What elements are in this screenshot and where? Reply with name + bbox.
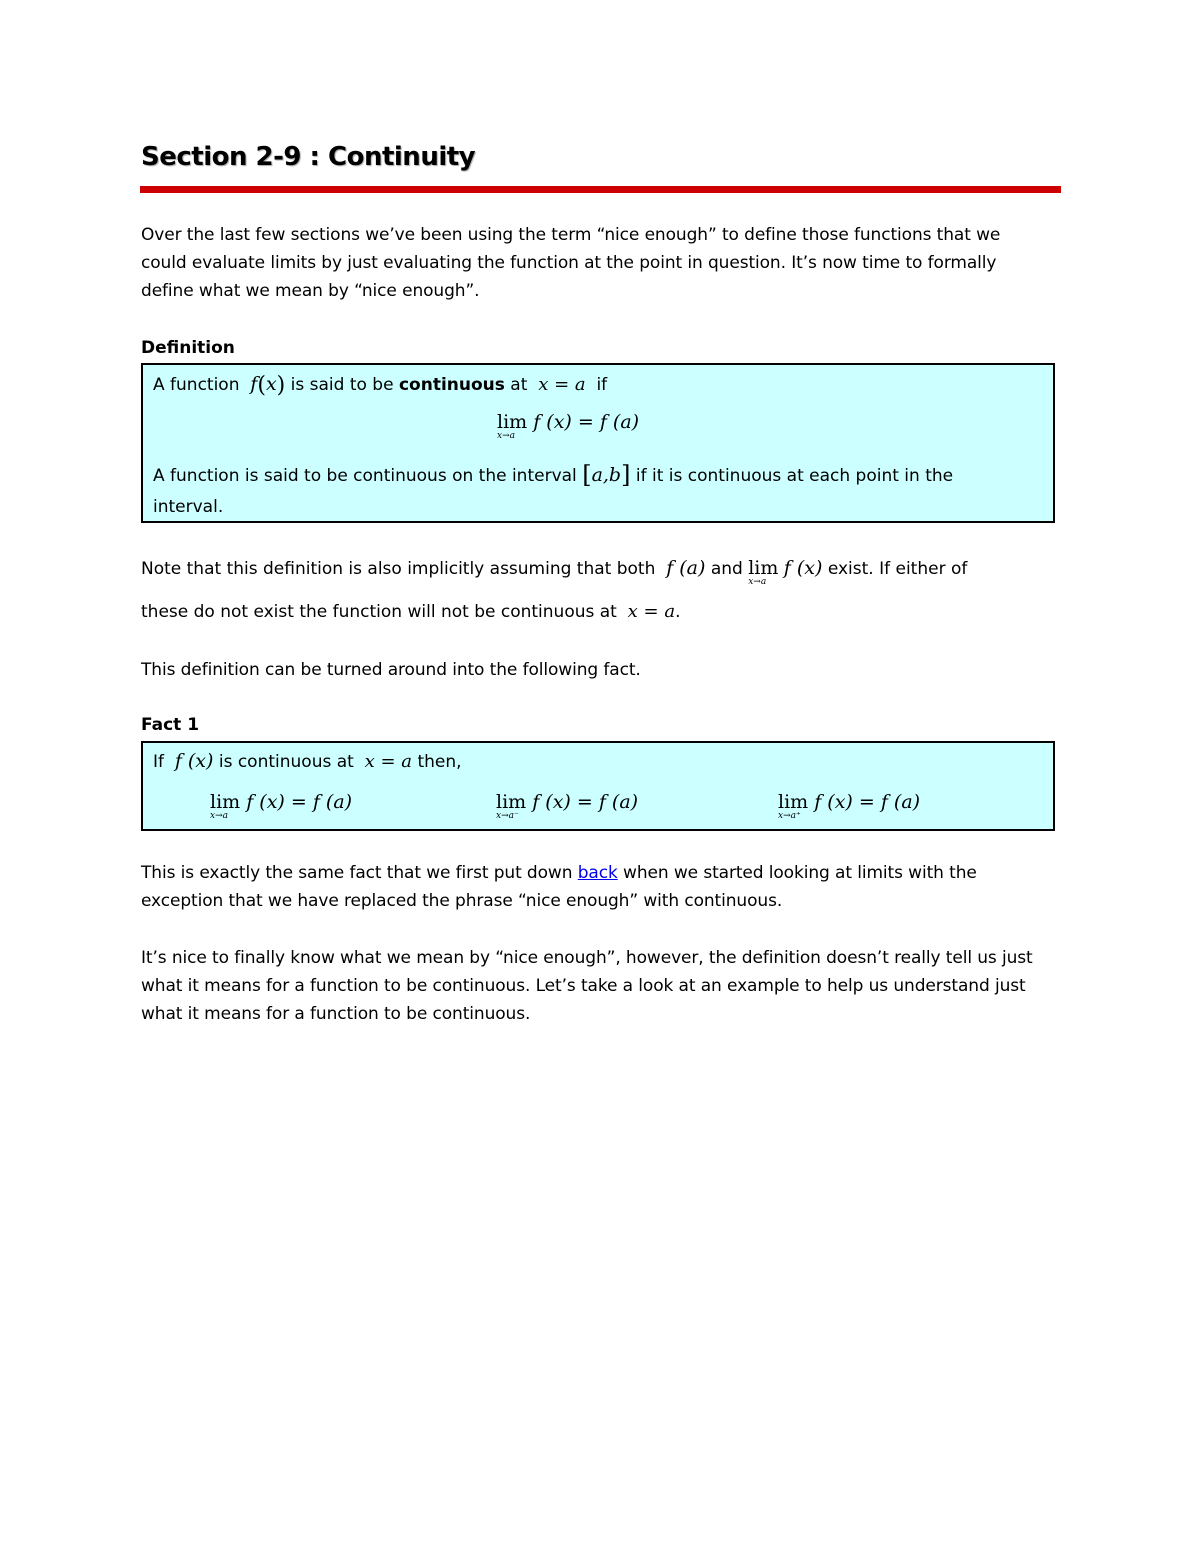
- definition-function-arg: x: [265, 373, 277, 395]
- note-lim-sub: x→a: [748, 577, 767, 587]
- same-fact-before: This is exactly the same fact that we first put down: [141, 863, 573, 883]
- fact1-line-1: [153, 750, 462, 772]
- definition-line-1: A function f(x) is said to be continuous at x = a if: [153, 373, 608, 398]
- definition-line-1-if: if: [596, 375, 608, 395]
- fact1-condition: x = a: [364, 751, 413, 772]
- fact1-lim-1: lim: [210, 791, 241, 813]
- fact1-lim-2-eq: f (x) = f (a): [532, 791, 639, 813]
- fact1-lim-2-sub: x→a⁻: [496, 811, 519, 821]
- same-fact-paragraph: [141, 859, 1046, 915]
- definition-condition: x = a: [538, 374, 586, 395]
- definition-limit-rhs: f (x) = f (a): [533, 411, 640, 433]
- fact1-limit-right: [778, 791, 921, 821]
- note-line-1: [141, 557, 968, 587]
- fact1-lim-3: lim: [778, 791, 809, 813]
- fact1-mid: is continuous at: [218, 752, 354, 772]
- fact1-limit-left: [496, 791, 639, 821]
- back-link[interactable]: back: [577, 863, 618, 883]
- same-fact-after: when we started looking at limits with the: [623, 863, 977, 883]
- note-line-2: [141, 601, 680, 622]
- note-part-2: exist. If either of: [827, 559, 968, 579]
- definition-line-2: A function is said to be continuous on the interval [a,b] if it is continuous at each point in the: [153, 461, 954, 489]
- note-and: and: [710, 559, 743, 579]
- note-condition: x = a: [627, 601, 676, 622]
- fact1-lim-1-eq: f (x) = f (a): [246, 791, 353, 813]
- fact1-lim-1-sub: x→a: [210, 811, 228, 821]
- note-fa: f (a): [666, 557, 706, 579]
- definition-line-1-mid: is said to be: [290, 375, 394, 395]
- closing-paragraph: It’s nice to finally know what we mean by “nice enough”, however, the definition doesn’t really tell us just what it means for a function to be continuous. Let’s take a look at an example to help us understand just what it means for a function to be continuous.: [141, 948, 1033, 1024]
- fact1-then: then,: [417, 752, 462, 772]
- definition-line-1-prefix: A function: [153, 375, 240, 395]
- fact1-lim-3-eq: f (x) = f (a): [814, 791, 921, 813]
- intro-paragraph: Over the last few sections we’ve been using the term “nice enough” to define those functions that we could evaluate limits by just evaluating the function at the point in question. It’s now time to formally define what we mean by “nice enough”.: [141, 225, 1001, 301]
- title-underline: [140, 186, 1061, 193]
- definition-line-3: interval.: [153, 497, 224, 517]
- page-title: Section 2-9 : Continuity: [141, 142, 476, 172]
- definition-function-symbol: f: [250, 373, 258, 395]
- definition-label: Definition: [141, 338, 235, 358]
- fact1-if: If: [153, 752, 164, 772]
- same-fact-line-2: exception that we have replaced the phrase “nice enough” with continuous.: [141, 891, 783, 911]
- definition-line-2-prefix: A function is said to be continuous on the interval: [153, 466, 577, 486]
- definition-line-1-at: at: [510, 375, 528, 395]
- note-end: .: [675, 602, 681, 622]
- turn-paragraph: This definition can be turned around into the following fact.: [141, 660, 641, 680]
- definition-line-2-suffix: if it is continuous at each point in the: [635, 466, 954, 486]
- definition-box: [141, 363, 1055, 523]
- fact1-lim-2: lim: [496, 791, 527, 813]
- fact1-lim-3-sub: x→a⁺: [778, 811, 801, 821]
- definition-lim-sub: x→a: [497, 431, 515, 441]
- fact1-fx: f (x): [174, 750, 214, 772]
- fact1-label: Fact 1: [141, 715, 200, 735]
- definition-continuous-term: continuous: [398, 375, 505, 395]
- note-lim: lim: [748, 557, 779, 579]
- note-fx: f (x): [783, 557, 823, 579]
- definition-limit-equation: [497, 411, 640, 441]
- fact1-box: [141, 741, 1055, 831]
- note-part-1: Note that this definition is also implicitly assuming that both: [141, 559, 656, 579]
- definition-lim: lim: [497, 411, 528, 433]
- fact1-limit-two-sided: [210, 791, 353, 821]
- note-line-2-text: these do not exist the function will not be continuous at: [141, 602, 617, 622]
- definition-interval: a,b: [591, 464, 622, 486]
